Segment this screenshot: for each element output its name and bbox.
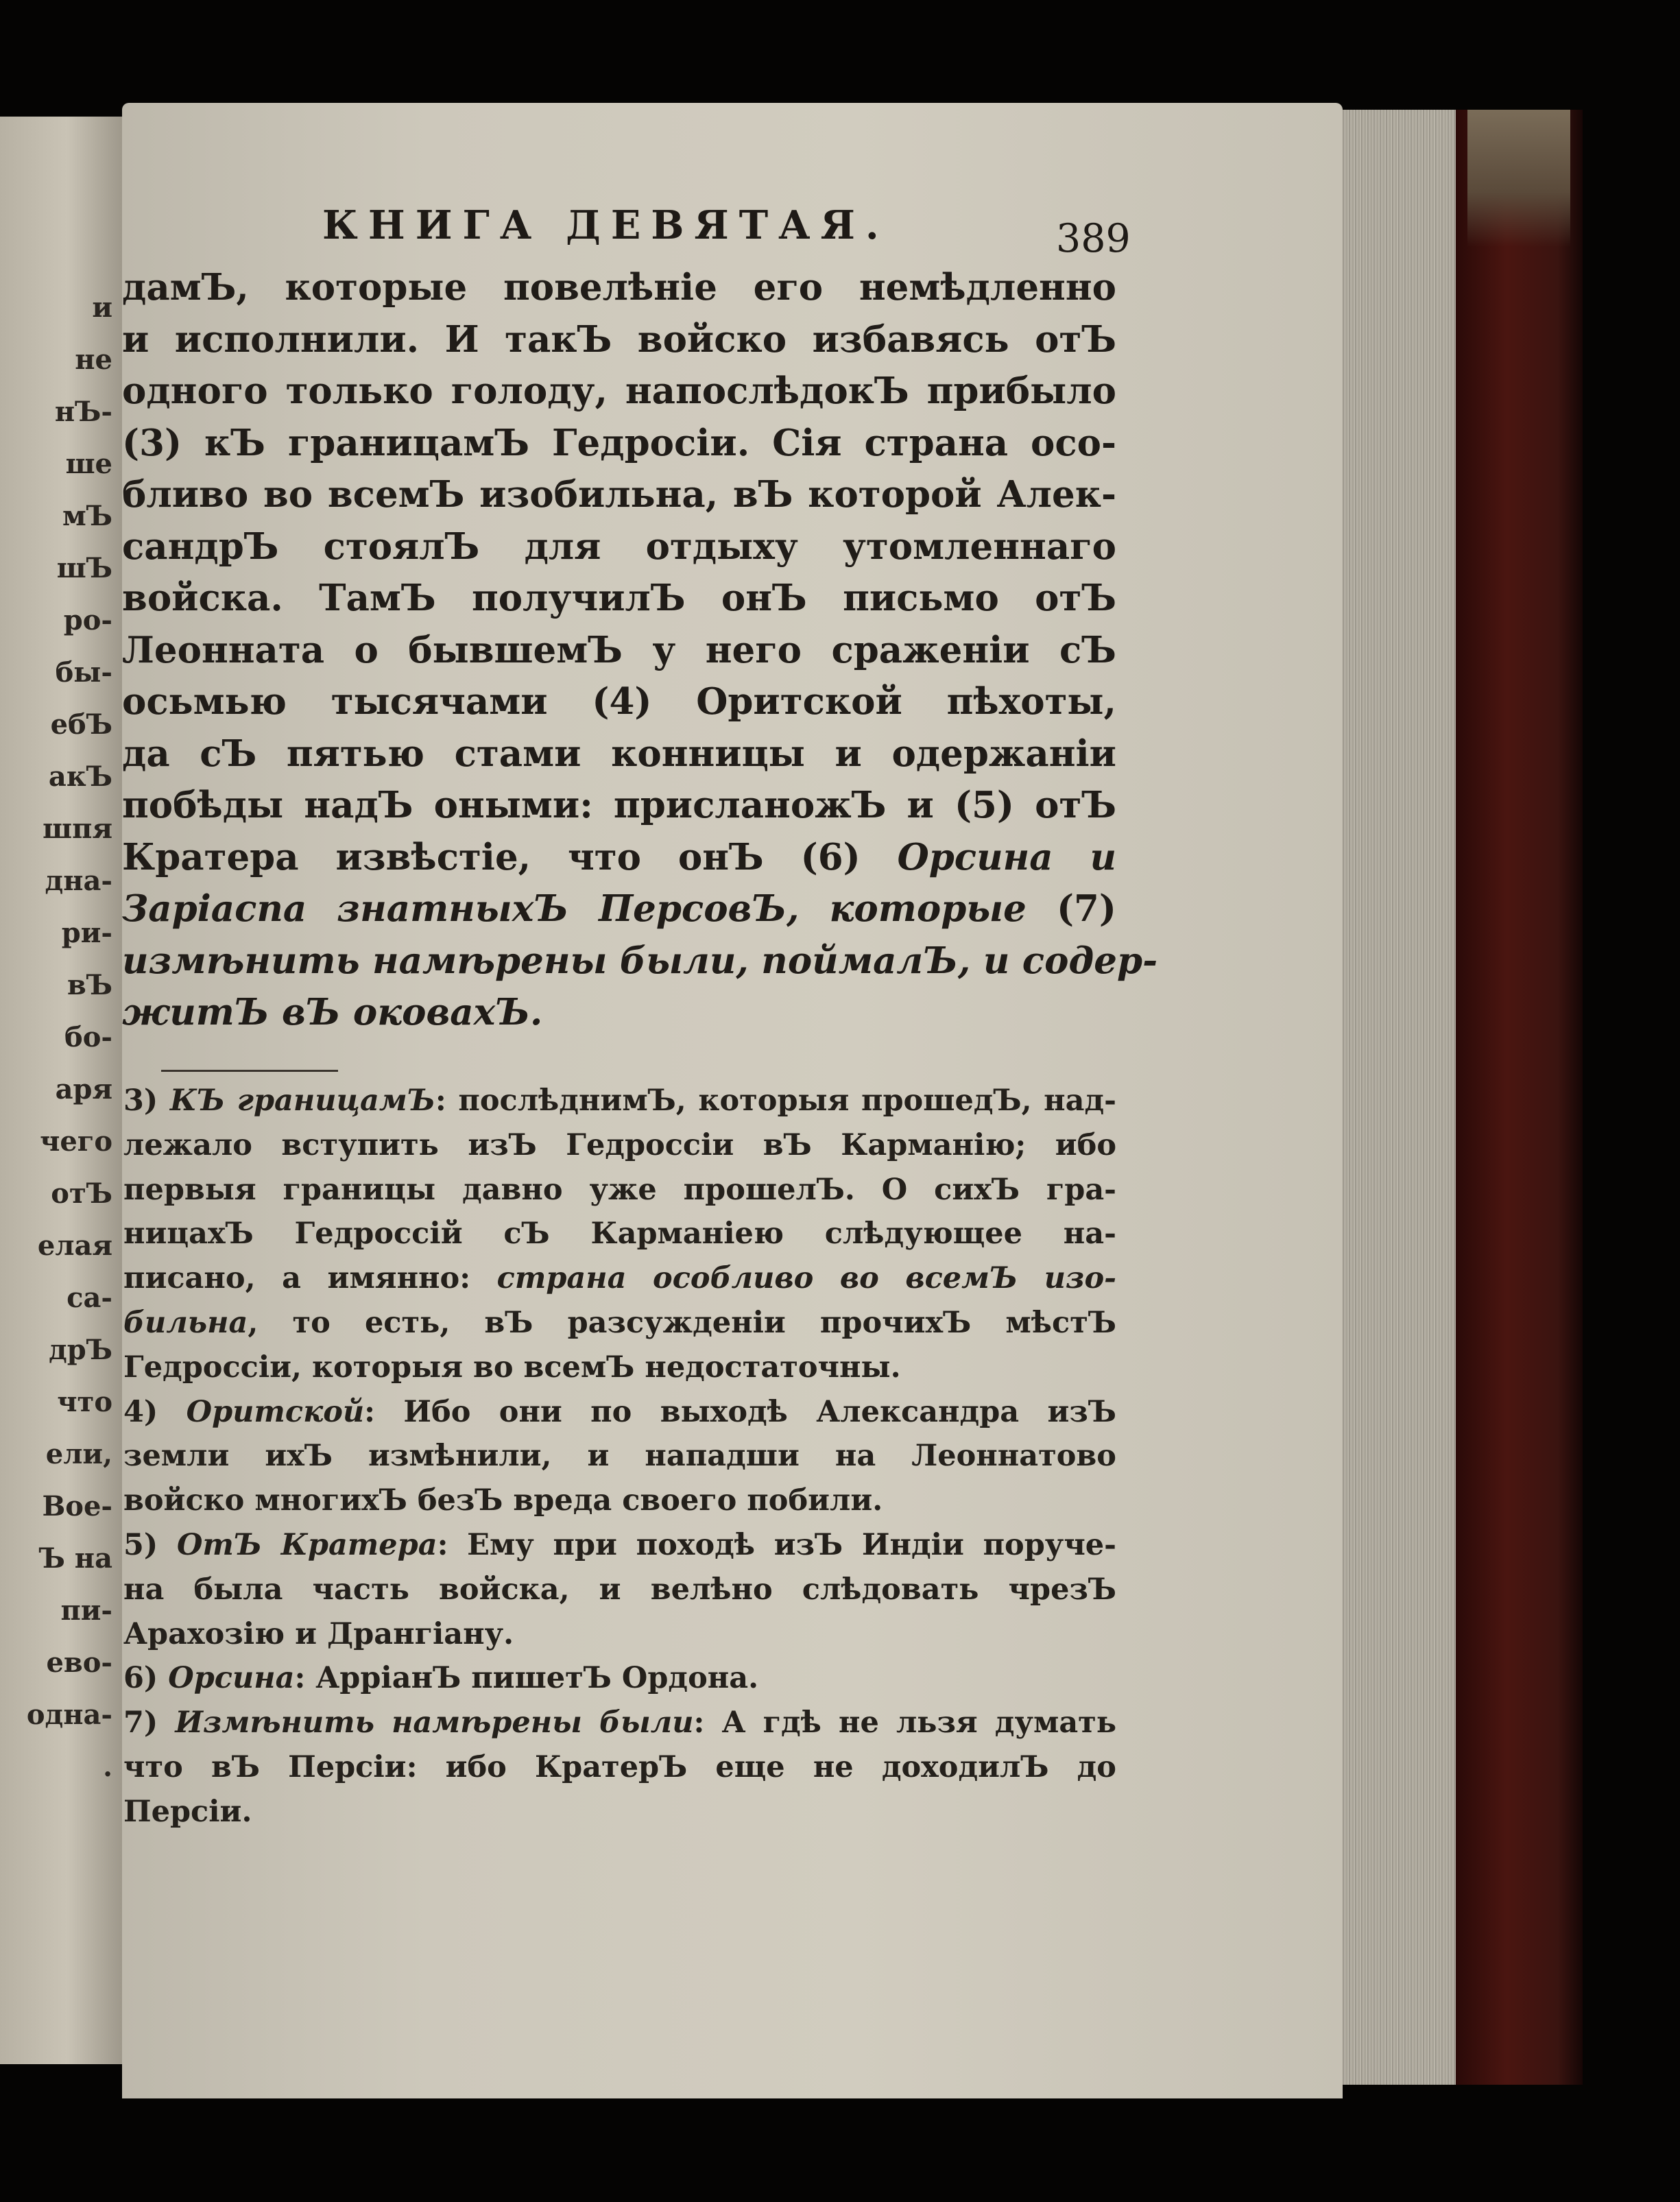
text-run: и исполнили. И такЪ войско избавясь отЪ	[122, 318, 1117, 361]
text-run: осьмью тысячами (4) Оритской пѣхоты,	[122, 680, 1116, 723]
text-run: 3)	[123, 1084, 170, 1118]
left-page-fragment: шпя	[43, 813, 112, 845]
text-run: сандрЪ стоялЪ для отдыху утомленнаго	[122, 525, 1116, 568]
left-page-fragment: ево-	[46, 1647, 112, 1679]
footnote-rule	[161, 1070, 338, 1072]
text-run: 6)	[123, 1661, 169, 1696]
text-line	[122, 525, 1116, 577]
left-page-fragment: нЪ-	[54, 396, 112, 428]
left-page	[0, 117, 122, 2064]
left-page-fragment: и	[92, 291, 112, 324]
italic-text: ОтЪ Кратера	[176, 1527, 437, 1562]
footnote-line	[123, 1395, 1116, 1439]
italic-text: житЪ вЪ оковахЪ.	[122, 991, 543, 1033]
binding-headband	[1467, 110, 1570, 247]
text-line	[122, 836, 1116, 888]
text-run: на была часть войска, и велѣно слѣдовать чрезЪ	[123, 1572, 1117, 1607]
text-run: земли ихЪ измѣнили, и нападши на Леоннатово	[123, 1439, 1116, 1474]
left-page-fragment: акЪ	[48, 761, 112, 793]
footnotes	[123, 1084, 1116, 1839]
left-page-fragment: что	[57, 1386, 112, 1418]
left-page-fragment: .	[103, 1751, 112, 1783]
left-page-fragment: одна-	[26, 1699, 112, 1731]
text-run: первыя границы давно уже прошелЪ. О сихЪ гра-	[123, 1172, 1117, 1207]
left-page-fragment: Вое-	[42, 1490, 112, 1522]
text-run: Персіи.	[123, 1794, 252, 1829]
footnote-line	[123, 1750, 1116, 1795]
text-run: Кратера извѣстіе, что онЪ (6)	[122, 835, 898, 878]
left-page-fragment: пи-	[60, 1594, 112, 1627]
text-line	[122, 577, 1116, 629]
text-run: (3) кЪ границамЪ Гедросіи. Сія страна осо-	[122, 421, 1116, 464]
text-run: 4)	[123, 1394, 187, 1429]
text-line	[122, 370, 1116, 422]
left-page-fragment: аря	[55, 1073, 112, 1105]
page-number: 389	[1056, 216, 1131, 261]
text-line	[122, 266, 1116, 318]
left-page-fragment: отЪ	[51, 1177, 112, 1210]
italic-text: Измѣнить намѣрены были	[175, 1706, 694, 1740]
footnote-line	[123, 1261, 1116, 1306]
italic-text: Заріаспа знатныхЪ ПерсовЪ, которые	[122, 887, 1027, 930]
footnote-line	[123, 1706, 1116, 1750]
page-edges	[1343, 110, 1456, 2085]
italic-text: измѣнить намѣрены были, поймалЪ, и содер-	[122, 939, 1158, 982]
text-run: 7)	[123, 1706, 176, 1740]
text-run: Гедроссіи, которыя во всемЪ недостаточны.	[123, 1350, 901, 1385]
italic-text: КЪ границамЪ	[169, 1084, 435, 1118]
left-page-fragment: ебЪ	[50, 708, 112, 741]
text-line	[122, 939, 1158, 992]
left-page-fragment: шЪ	[56, 552, 112, 584]
text-run: дамЪ, которые повелѣніе его немѣдленно	[122, 266, 1116, 309]
footnote-line	[123, 1439, 1116, 1483]
text-line	[122, 473, 1116, 525]
text-run: одного только голоду, напослѣдокЪ прибыло	[122, 370, 1116, 412]
text-run: 5)	[123, 1527, 177, 1562]
left-page-fragment: са-	[67, 1282, 112, 1314]
text-run: лежало вступить изЪ Гедроссіи вЪ Карманію; ибо	[123, 1127, 1117, 1162]
footnote-line	[123, 1217, 1116, 1261]
text-run: : Ему при походѣ изЪ Индіи поруче-	[437, 1527, 1116, 1562]
italic-text: Орсина	[168, 1661, 295, 1696]
running-header: КНИГА ДЕВЯТАЯ.	[322, 202, 889, 248]
left-page-fragment: дна-	[45, 865, 112, 897]
italic-text: Оритской	[186, 1394, 365, 1429]
text-run: да сЪ пятью стами конницы и одержаніи	[122, 732, 1116, 775]
footnote-line	[123, 1306, 1116, 1350]
text-run: Леонната о бывшемЪ у него сраженіи сЪ	[122, 628, 1116, 671]
footnote-line	[123, 1483, 1116, 1528]
text-line	[122, 318, 1116, 370]
text-line	[122, 991, 1116, 1043]
text-run: : Ибо они по выходѣ Александра изЪ	[364, 1394, 1116, 1429]
text-run: , то есть, вЪ разсужденіи прочихЪ мѣстЪ	[248, 1305, 1116, 1340]
text-line	[122, 680, 1116, 732]
footnote-line	[123, 1528, 1116, 1572]
left-page-fragment: ро-	[63, 604, 112, 636]
left-page-fragment: не	[75, 344, 112, 376]
text-line	[122, 784, 1116, 836]
text-run: ницахЪ Гедроссій сЪ Карманіею слѣдующее на-	[123, 1217, 1116, 1252]
book-binding	[1456, 110, 1583, 2085]
left-page-fragment: дрЪ	[49, 1334, 112, 1366]
text-run: (7)	[1026, 887, 1116, 930]
left-page-fragment: бо-	[64, 1021, 112, 1053]
italic-text: страна особливо во всемЪ изо-	[496, 1261, 1116, 1296]
text-run: писано, а имянно:	[123, 1261, 497, 1296]
text-line	[122, 887, 1116, 940]
footnote-line	[123, 1084, 1116, 1128]
footnote-line	[123, 1572, 1116, 1617]
left-page-fragment: ели,	[45, 1438, 112, 1470]
text-run: войско многихЪ безЪ вреда своего побили.	[123, 1483, 883, 1518]
footnote-line	[123, 1128, 1116, 1173]
footnote-line	[123, 1350, 1116, 1395]
text-run: Арахозію и Дрангіану.	[123, 1616, 514, 1651]
text-run: бливо во всемЪ изобильна, вЪ которой Алек-	[122, 473, 1116, 516]
text-run: побѣды надЪ оными: присланожЪ и (5) отЪ	[122, 784, 1117, 826]
text-line	[122, 732, 1116, 785]
left-page-fragment: елая	[37, 1230, 112, 1262]
text-run: что вЪ Персіи: ибо КратерЪ еще не доходилЪ до	[123, 1749, 1116, 1784]
footnote-line	[123, 1795, 1116, 1839]
left-page-fragment: Ъ на	[38, 1542, 112, 1575]
main-text	[122, 266, 1158, 1043]
left-page-fragment: ри-	[61, 917, 112, 949]
text-run: : А гдѣ не льзя думать	[693, 1706, 1117, 1740]
left-page-fragment: ше	[65, 448, 112, 480]
text-line	[122, 422, 1116, 474]
text-run: войска. ТамЪ получилЪ онЪ письмо отЪ	[122, 577, 1117, 619]
footnote-line	[123, 1173, 1116, 1217]
footnote-line	[123, 1661, 1116, 1706]
text-line	[122, 629, 1116, 681]
italic-text: бильна	[123, 1305, 248, 1340]
left-page-fragment: бы-	[55, 656, 112, 689]
left-page-fragment: вЪ	[67, 969, 112, 1001]
text-run: : послѣднимЪ, которыя прошедЪ, над-	[435, 1084, 1117, 1118]
text-run: : АрріанЪ пишетЪ Ордона.	[294, 1661, 759, 1696]
italic-text: Орсина и	[897, 835, 1117, 878]
left-page-fragment: мЪ	[62, 500, 112, 532]
footnote-line	[123, 1617, 1116, 1662]
left-page-fragment: чего	[40, 1125, 112, 1158]
